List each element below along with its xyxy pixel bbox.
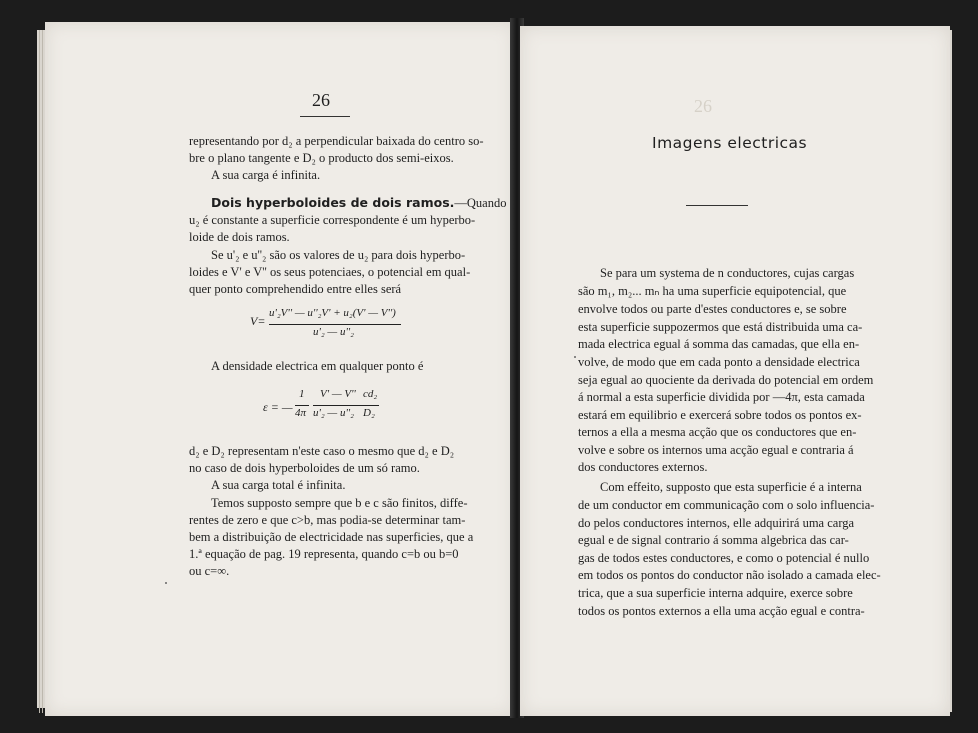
text-line: esta superficie suppozermos que está distribuida uma ca- xyxy=(578,320,863,334)
text-line: de um conductor em communicação com o solo influencia- xyxy=(578,498,875,512)
formula-lhs: V= xyxy=(250,314,266,328)
fraction-bar xyxy=(269,324,401,325)
text-line: loides e V' e V'' os seus potenciaes, o potencial em qual- xyxy=(189,265,471,279)
text-line: Se para um systema de n conductores, cujas cargas xyxy=(600,266,855,280)
fraction-1-numerator: 1 xyxy=(299,388,305,400)
text-line: á normal a esta superficie dividida por —4π, esta camada xyxy=(578,390,865,404)
ink-speck xyxy=(165,582,167,584)
text-line: bem a distribuição de electricidade nas superficies, que a xyxy=(189,530,474,544)
text-line: Se u'₂ e u''₂ são os valores de u₂ para dois hyperbo- xyxy=(211,248,466,262)
text-line: Temos supposto sempre que b e c são finitos, diffe- xyxy=(211,496,468,510)
formula-numerator: u'₂V'' — u''₂V' + u₂(V' — V'') xyxy=(269,307,396,319)
text-line: A sua carga total é infinita. xyxy=(211,478,346,492)
right-page xyxy=(520,26,950,716)
formula-lhs: ε = — xyxy=(263,400,293,414)
text-line: d₂ e D₂ representam n'este caso o mesmo que d₂ e D₂ xyxy=(189,444,455,458)
fraction-3-denominator: D₂ xyxy=(363,407,375,419)
fraction-3-numerator: cd₂ xyxy=(363,388,378,400)
text-line: A densidade electrica em qualquer ponto é xyxy=(211,359,424,373)
text-line: rentes de zero e que c>b, mas podia-se determinar tam- xyxy=(189,513,466,527)
text-line: ternos a ella a mesma acção que os conductores que en- xyxy=(578,425,857,439)
text-line: 1.ª equação de pag. 19 representa, quando c=b ou b=0 xyxy=(189,547,459,561)
section-heading-tail: —Quando xyxy=(454,196,507,210)
formula-denominator: u'₂ — u''₂ xyxy=(313,326,354,338)
text-line: do pelos conductores internos, elle adquirirá uma carga xyxy=(578,516,855,530)
text-line: mada electrica egual á somma das camadas, que ella en- xyxy=(578,337,860,351)
page-number-rule xyxy=(300,116,350,117)
fraction-bar xyxy=(361,405,379,406)
fraction-1-denominator: 4π xyxy=(295,407,307,419)
text-line: dos conductores externos. xyxy=(578,460,708,474)
chapter-title: Imagens electricas xyxy=(652,134,808,152)
text-line: são m₁, m₂... mₙ ha uma superficie equipotencial, que xyxy=(578,284,847,298)
text-line: no caso de dois hyperboloides de um só ramo. xyxy=(189,461,420,475)
fraction-2-denominator: u'₂ — u''₂ xyxy=(313,407,354,419)
page-stack-line xyxy=(42,30,43,713)
fraction-2-numerator: V' — V'' xyxy=(320,388,356,400)
text-line: egual e de signal contrario á somma algebrica das car- xyxy=(578,533,849,547)
text-line: volve, de modo que em cada ponto a densidade electrica xyxy=(578,355,860,369)
text-line: u₂ é constante a superficie correspondente é um hyperbo- xyxy=(189,213,476,227)
text-line: loide de dois ramos. xyxy=(189,230,290,244)
text-line: bre o plano tangente e D₂ o producto dos semi-eixos. xyxy=(189,151,454,165)
text-line: gas de todos estes conductores, e como o potencial é nullo xyxy=(578,551,870,565)
text-line: trica, que a sua superficie interna adquire, exerce sobre xyxy=(578,586,853,600)
text-line: quer ponto comprehendido entre elles será xyxy=(189,282,402,296)
left-page xyxy=(45,22,515,716)
text-line: em todos os pontos do conductor não isolado a camada elec- xyxy=(578,568,881,582)
title-rule xyxy=(686,205,748,206)
text-line: todos os pontos externos a ella uma acção egual e contra- xyxy=(578,604,865,618)
page-number: 26 xyxy=(312,90,330,110)
text-line: representando por d₂ a perpendicular baixada do centro so- xyxy=(189,134,484,148)
text-line: envolve todos ou parte d'estes conductores e, se sobre xyxy=(578,302,847,316)
fraction-bar xyxy=(295,405,309,406)
section-heading: Dois hyperboloides de dois ramos. xyxy=(211,195,455,210)
text-line: ou c=∞. xyxy=(189,564,230,578)
text-line: A sua carga é infinita. xyxy=(211,168,321,182)
text-line: estará em equilibrio e exercerá sobre todos os pontos ex- xyxy=(578,408,862,422)
text-line: seja egual ao quociente da derivada do potencial em ordem xyxy=(578,373,874,387)
page-stack-line xyxy=(39,30,40,713)
text-line: volve e sobre os internos uma acção egual e contraria á xyxy=(578,443,854,457)
ink-speck xyxy=(574,356,576,358)
show-through-page-number: 26 xyxy=(694,96,712,116)
text-line: Com effeito, supposto que esta superficie é a interna xyxy=(600,480,862,494)
section-heading-line xyxy=(211,194,506,212)
